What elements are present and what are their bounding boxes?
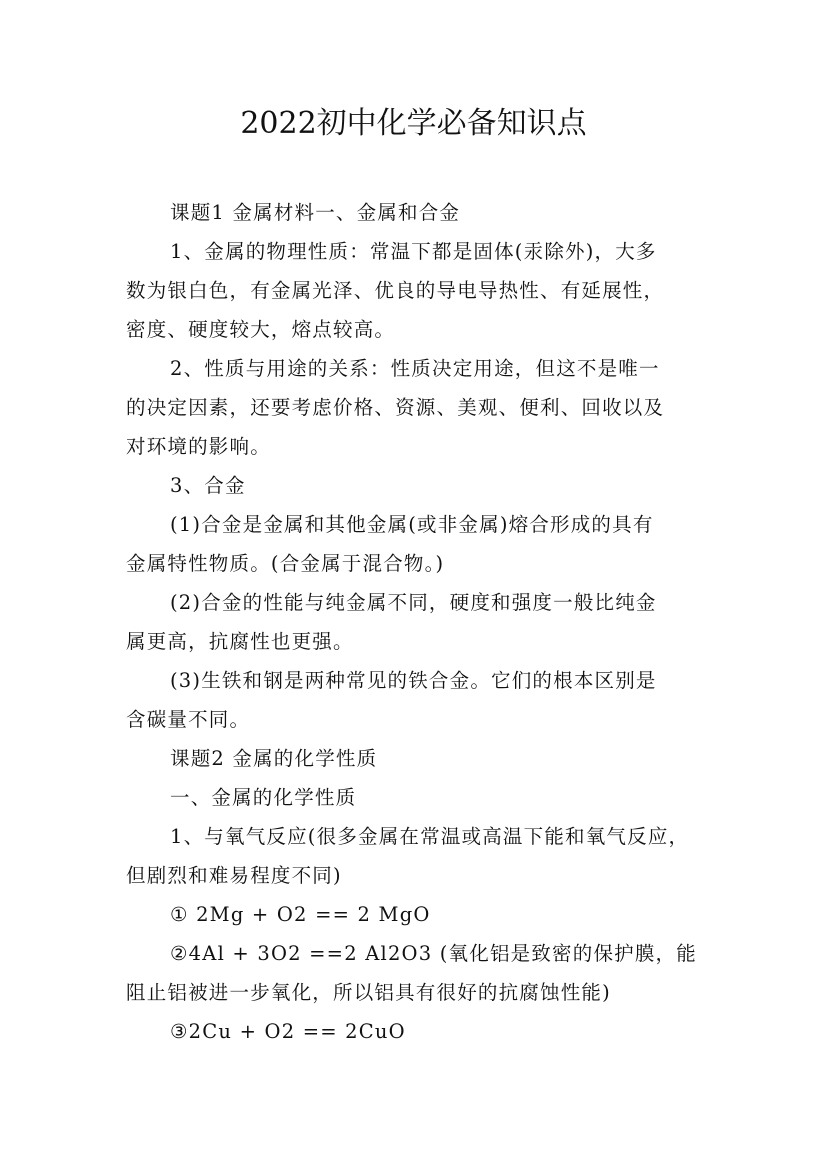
text-line: 课题2 金属的化学性质 (170, 747, 378, 770)
equation-al (126, 934, 706, 1012)
text-line: (2)合金的性能与纯金属不同，硬度和强度一般比纯金 (170, 591, 657, 614)
text-line: 阻止铝被进一步氧化，所以铝具有很好的抗腐蚀性能) (126, 981, 611, 1004)
text-line: 对环境的影响。 (126, 435, 271, 458)
paragraph-alloy-1 (126, 505, 706, 583)
text-line: 含碳量不同。 (126, 708, 251, 731)
text-line: (3)生铁和钢是两种常见的铁合金。它们的根本区别是 (170, 669, 657, 692)
equation-mg (126, 895, 706, 934)
paragraph-lesson1-heading (126, 193, 706, 232)
text-line: ③2Cu + O2 == 2CuO (170, 1020, 406, 1043)
text-line: 一、金属的化学性质 (170, 786, 357, 809)
paragraph-oxygen-reaction (126, 817, 706, 895)
equation-cu (126, 1012, 706, 1051)
paragraph-property-use (126, 349, 706, 466)
text-line: 密度、硬度较大，熔点较高。 (126, 318, 396, 341)
paragraph-alloy-3 (126, 661, 706, 739)
text-line: 课题1 金属材料一、金属和合金 (170, 201, 461, 224)
text-line: 1、金属的物理性质：常温下都是固体(汞除外)，大多 (170, 240, 657, 263)
text-line: 的决定因素，还要考虑价格、资源、美观、便利、回收以及 (126, 396, 665, 419)
text-line: 属更高，抗腐性也更强。 (126, 630, 354, 653)
paragraph-lesson2-heading (126, 739, 706, 778)
text-line: (1)合金是金属和其他金属(或非金属)熔合形成的具有 (170, 513, 654, 536)
paragraph-alloy-2 (126, 583, 706, 661)
text-line: 1、与氧气反应(很多金属在常温或高温下能和氧气反应， (170, 825, 690, 848)
text-line: 数为银白色，有金属光泽、优良的导电导热性、有延展性， (126, 279, 665, 302)
paragraph-chemical-properties-heading (126, 778, 706, 817)
text-line: ②4Al + 3O2 ==2 Al2O3 (氧化铝是致密的保护膜，能 (170, 942, 697, 965)
paragraph-physical-properties (126, 232, 706, 349)
text-line: 但剧烈和难易程度不同) (126, 864, 342, 887)
text-line: 2、性质与用途的关系：性质决定用途，但这不是唯一 (170, 357, 660, 380)
document-body (126, 193, 706, 1051)
text-line: ① 2Mg + O2 == 2 MgO (170, 903, 431, 926)
document-title: 2022初中化学必备知识点 (240, 106, 587, 141)
text-line: 金属特性物质。(合金属于混合物。) (126, 552, 445, 575)
paragraph-alloy-heading (126, 466, 706, 505)
text-line: 3、合金 (170, 474, 246, 497)
